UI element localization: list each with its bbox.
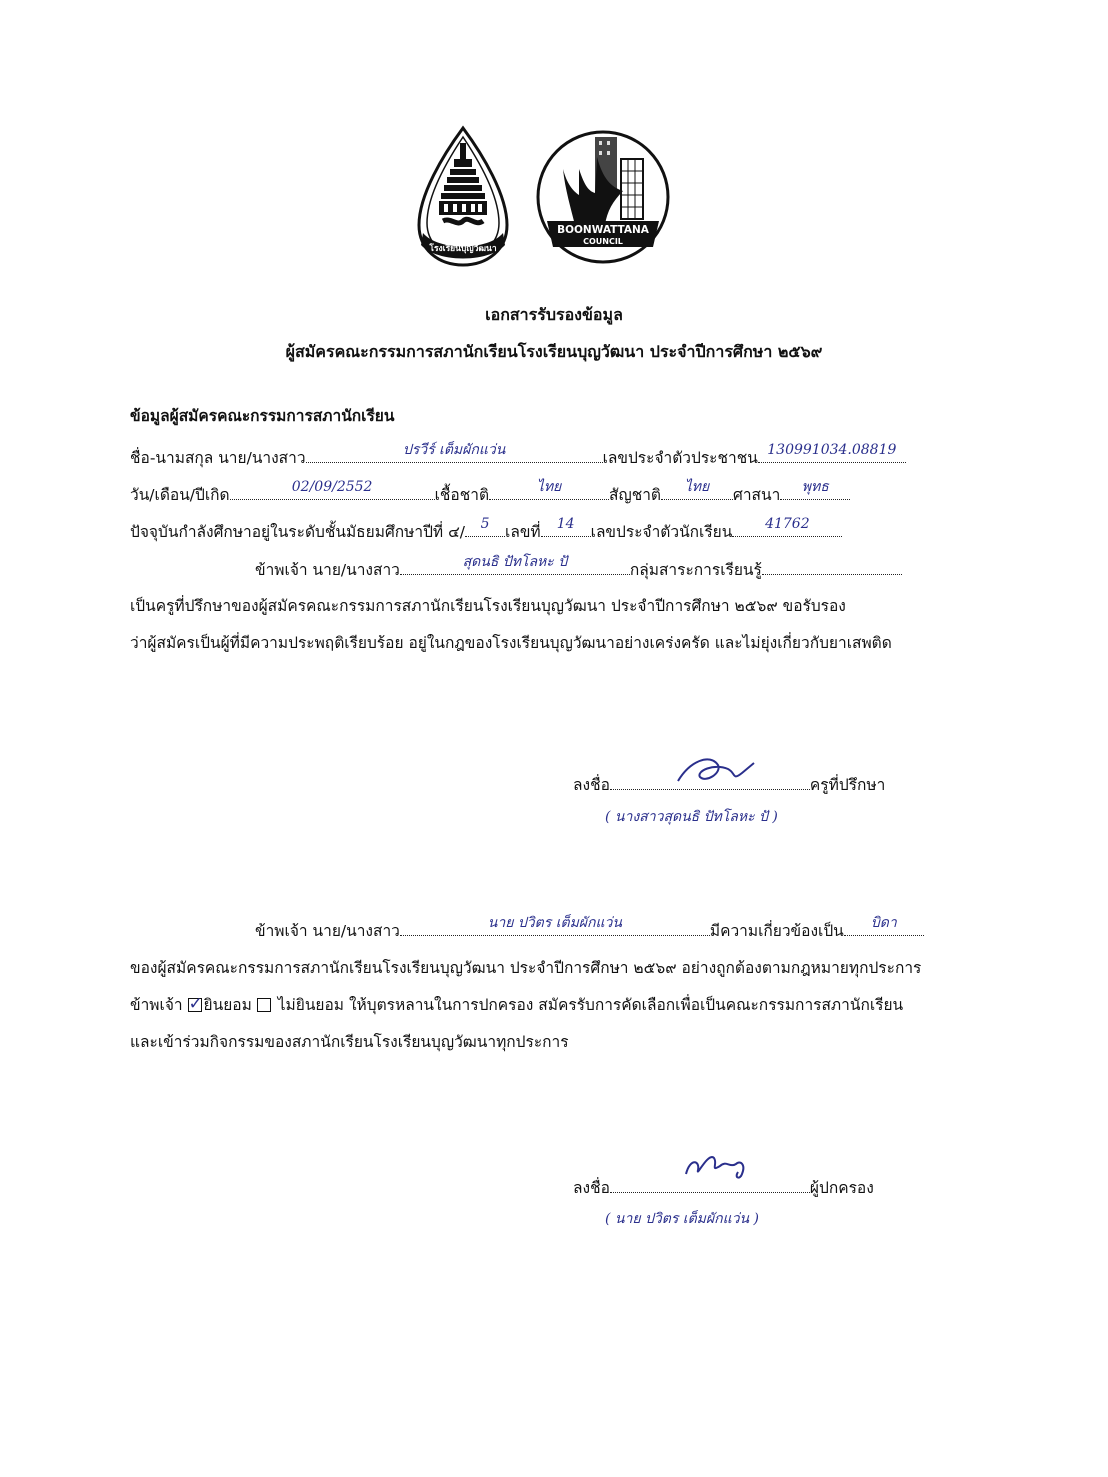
consent-prefix: ข้าพเจ้า [130, 996, 183, 1014]
teacher-printed-name: ( นางสาวสุดนธิ ปัทโลหะ ปั ) [605, 809, 778, 825]
name-label: ชื่อ-นามสกุล นาย/นางสาว [130, 449, 306, 467]
teacher-statement-line2: ว่าผู้สมัครเป็นผู้ที่มีความประพฤติเรียบร้อย อยู่ในกฎของโรงเรียนบุญวัฒนาอย่างเคร่งครัด และไม่ยุ่งเกี่ยวกับยาเสพติด [130, 634, 892, 652]
school-emblem-logo [413, 125, 513, 270]
guardian-consent-row [130, 994, 903, 1016]
dob-label: วัน/เดือน/ปีเกิด [130, 486, 230, 504]
teacher-sign-label: ลงชื่อ [573, 776, 610, 794]
teacher-intro-label: ข้าพเจ้า นาย/นางสาว [255, 561, 400, 579]
consent-yes-label: ยินยอม [203, 996, 252, 1014]
guardian-statement-line1: ของผู้สมัครคณะกรรมการสภานักเรียนโรงเรียนบุญวัฒนา ประจำปีการศึกษา ๒๕๖๙ อย่างถูกต้องตามกฎหมายทุกประการ [130, 959, 922, 977]
nationality-field[interactable]: ไทย [661, 483, 733, 500]
citizen-id-field[interactable]: 130991034.08819 [758, 446, 906, 463]
svg-text:โรงเรียนบุญวัฒนา: โรงเรียนบุญวัฒนา [429, 244, 497, 254]
student-id-field[interactable]: 41762 [732, 520, 842, 537]
nationality-label: สัญชาติ [609, 486, 661, 504]
guardian-role-label: ผู้ปกครอง [809, 1179, 874, 1197]
guardian-name-row [255, 915, 924, 942]
subject-group-label: กลุ่มสาระการเรียนรู้ [629, 561, 762, 579]
dob-field[interactable]: 02/09/2552 [230, 483, 435, 500]
race-field[interactable]: ไทย [489, 483, 609, 500]
checkmark-icon: ✓ [188, 994, 203, 1014]
teacher-name-row [255, 554, 902, 581]
logo-area [0, 125, 1108, 275]
grade-label: ปัจจุบันกำลังศึกษาอยู่ในระดับชั้นมัธยมศึกษาปีที่ ๔/ [130, 523, 466, 541]
teacher-signature-scribble [670, 751, 760, 791]
grade-field[interactable]: 5 [465, 520, 505, 537]
applicant-class-row [130, 516, 842, 543]
applicant-section-heading: ข้อมูลผู้สมัครคณะกรรมการสภานักเรียน [130, 407, 395, 425]
name-field[interactable]: ปรวีร์ เต็มผักแว่น [306, 446, 603, 463]
teacher-statement-line1: เป็นครูที่ปรึกษาของผู้สมัครคณะกรรมการสภานักเรียนโรงเรียนบุญวัฒนา ประจำปีการศึกษา ๒๕๖๙ ขอรับรอง [130, 597, 846, 615]
guardian-name-field[interactable]: นาย ปวิตร เต็มผักแว่น [400, 919, 710, 936]
subject-group-field[interactable] [762, 558, 902, 575]
boonwattana-council-logo [535, 129, 671, 265]
guardian-signature-scribble [680, 1138, 760, 1184]
consent-no-checkbox[interactable] [257, 998, 271, 1012]
number-field[interactable]: 14 [541, 520, 591, 537]
document-title: เอกสารรับรองข้อมูล [485, 305, 623, 324]
guardian-signature-row [573, 1176, 874, 1199]
document-subtitle: ผู้สมัครคณะกรรมการสภานักเรียนโรงเรียนบุญวัฒนา ประจำปีการศึกษา ๒๕๖๙ [285, 342, 823, 361]
consent-no-label: ไม่ยินยอม [277, 996, 345, 1014]
consent-suffix: ให้บุตรหลานในการปกครอง สมัครรับการคัดเลือกเพื่อเป็นคณะกรรมการสภานักเรียน [348, 996, 904, 1014]
teacher-signature-row [573, 773, 885, 796]
applicant-dob-row [130, 479, 850, 506]
svg-text:BOONWATTANA: BOONWATTANA [557, 224, 649, 236]
relation-field[interactable]: บิดา [844, 919, 924, 936]
teacher-role-label: ครูที่ปรึกษา [809, 776, 886, 794]
student-id-label: เลขประจำตัวนักเรียน [590, 523, 733, 541]
consent-yes-checkbox[interactable] [188, 994, 203, 1014]
relation-label: มีความเกี่ยวข้องเป็น [709, 922, 844, 940]
number-label: เลขที่ [505, 523, 541, 541]
religion-field[interactable]: พุทธ [780, 483, 850, 500]
applicant-name-row [130, 442, 906, 469]
guardian-printed-name: ( นาย ปวิตร เต็มผักแว่น ) [605, 1211, 759, 1227]
guardian-signature-field[interactable] [610, 1176, 810, 1193]
race-label: เชื้อชาติ [434, 486, 490, 504]
teacher-signature-field[interactable] [610, 773, 810, 790]
guardian-sign-label: ลงชื่อ [573, 1179, 610, 1197]
guardian-intro-label: ข้าพเจ้า นาย/นางสาว [255, 922, 400, 940]
guardian-statement-line3: และเข้าร่วมกิจกรรมของสภานักเรียนโรงเรียนบุญวัฒนาทุกประการ [130, 1033, 569, 1051]
id-label: เลขประจำตัวประชาชน [602, 449, 758, 467]
teacher-name-field[interactable]: สุดนธิ ปัทโลหะ ปั [400, 558, 630, 575]
svg-text:COUNCIL: COUNCIL [583, 237, 623, 246]
religion-label: ศาสนา [733, 486, 781, 504]
